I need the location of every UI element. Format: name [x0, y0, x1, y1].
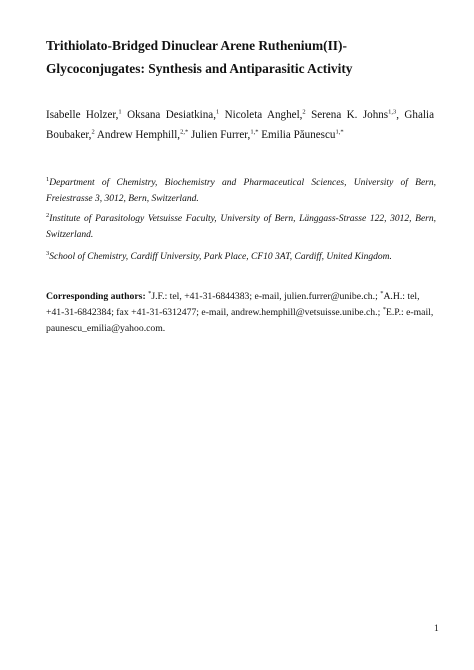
author-affiliation-mark: 2,*: [180, 127, 189, 135]
corresponding-star: *: [148, 289, 152, 297]
author-affiliation-mark: 1,3: [388, 108, 397, 116]
affiliation-mark: 3: [46, 249, 50, 257]
author-list: [46, 106, 434, 145]
corresponding-contact: A.H.: tel, +41-31-6842384; fax +41-31-6312477; e-mail, andrew.hemphill@vetsuisse.unibe.ch.;: [46, 291, 420, 318]
corresponding-contact: J.F.: tel, +41-31-6844383; e-mail, julien.furrer@unibe.ch.;: [151, 291, 378, 302]
author-name: Andrew Hemphill,: [96, 128, 181, 141]
affiliation-1: [46, 175, 436, 207]
author-name: Julien Furrer,: [190, 128, 251, 141]
author-name: Serena K. Johns: [311, 109, 389, 121]
corresponding-contact: E.P.: e-mail, paunescu_emilia@yahoo.com.: [46, 307, 434, 334]
affiliation-mark: 2: [46, 211, 50, 219]
corresponding-star: *: [380, 289, 384, 297]
corresponding-star: *: [382, 305, 386, 313]
corresponding-label: Corresponding authors:: [46, 291, 146, 302]
author-name: Isabelle Holzer,: [46, 109, 119, 121]
author-affiliation-mark: 1: [118, 108, 122, 116]
affiliation-text: Institute of Parasitology Vetsuisse Faculty, University of Bern, Länggass-Strasse 122, 3012, Bern, Switzerland.: [46, 214, 436, 240]
affiliation-text: Department of Chemistry, Biochemistry and Pharmaceutical Sciences, University of Bern, Freiestrasse 3, 3012, Bern, Switzerland.: [46, 178, 436, 204]
author-affiliation-mark: 1,*: [335, 127, 344, 135]
author-name: Emilia Păunescu: [261, 128, 336, 141]
affiliation-2: [46, 211, 436, 243]
affiliation-mark: 1: [46, 175, 50, 183]
author-name: Oksana Desiatkina,: [127, 109, 216, 121]
author-affiliation-mark: 1,*: [250, 127, 259, 135]
author-affiliation-mark: 2: [302, 108, 306, 116]
corresponding-authors: [46, 289, 436, 337]
author-name: , Ghalia Boubaker,: [46, 109, 434, 141]
paper-title: Trithiolato-Bridged Dinuclear Arene Ruthenium(II)- Glycoconjugates: Synthesis and Antiparasitic Activity: [46, 38, 353, 76]
affiliation-3: [46, 249, 436, 265]
author-affiliation-mark: 2: [91, 127, 95, 135]
author-affiliation-mark: 1: [215, 108, 220, 116]
affiliation-text: School of Chemistry, Cardiff University, Park Place, CF10 3AT, Cardiff, United Kingdom.: [49, 252, 392, 262]
page-number: 1: [434, 624, 439, 634]
author-name: Nicoleta Anghel,: [224, 109, 303, 121]
